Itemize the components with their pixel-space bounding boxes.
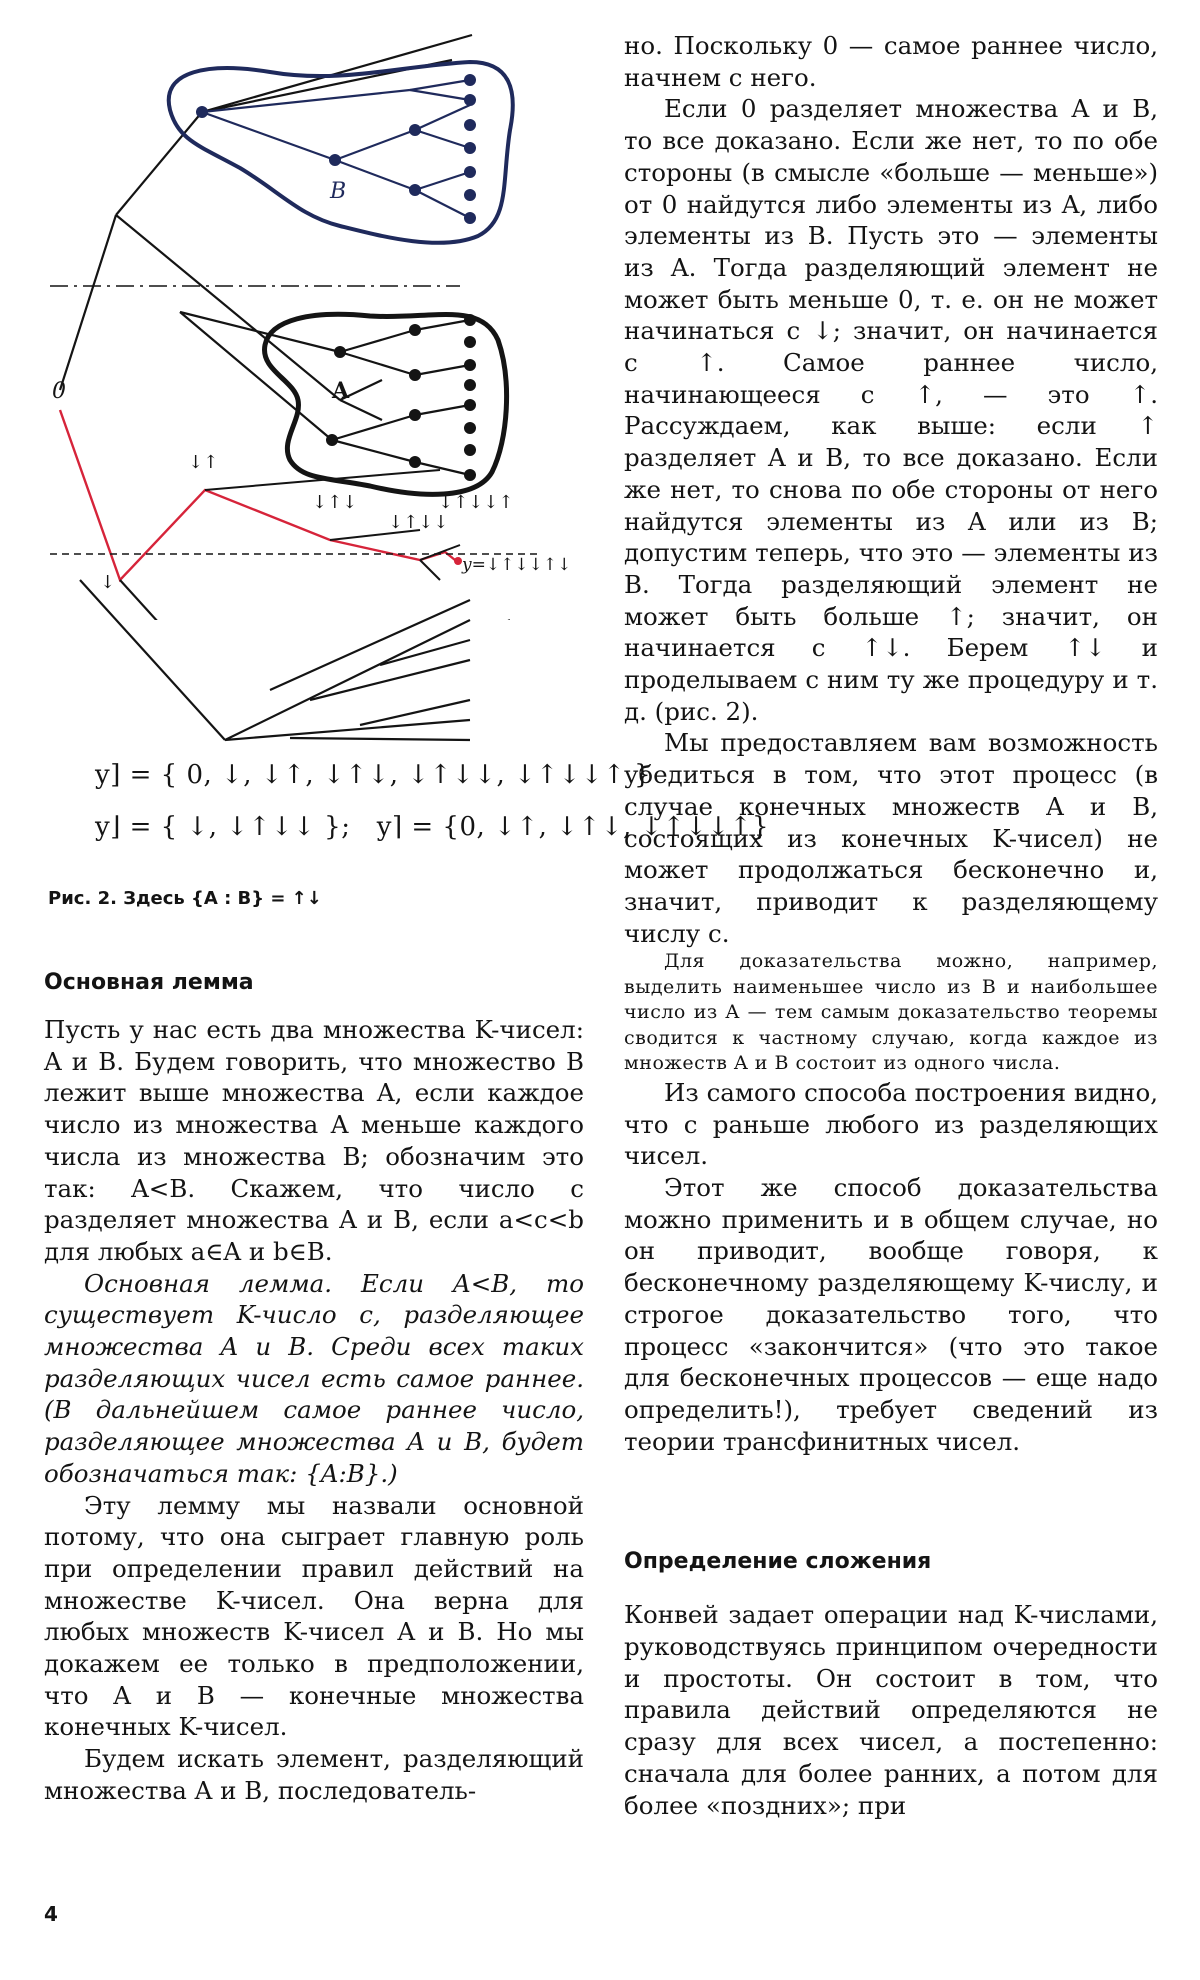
label-b: B xyxy=(330,179,347,204)
heading-main-lemma: Основная лемма xyxy=(44,970,254,995)
heading-addition: Определение сложения xyxy=(624,1549,932,1575)
para-termination: Мы предоставляем вам возможность убедиться в том, что этот процесс (в случае конечных множеств A и B, состоящих из конечных K-чисел) не может продолжаться бесконечно и, значит, приводит к разделяющему числу c. xyxy=(624,728,1158,948)
right-column xyxy=(624,30,1158,1821)
label-a: A xyxy=(332,378,350,404)
para-conway: Конвей задает операции над K-числами, руководствуясь принципом очередности и простоты. Он состоит в том, что правила действий определяются не сразу для всех чисел, а постепенно: сначала для более ранних, а потом для более «поздних»; при xyxy=(624,1600,1158,1820)
label-downup: ↓↑ xyxy=(188,452,219,473)
page-number: 4 xyxy=(44,1902,58,1926)
label-down: ↓ xyxy=(100,572,116,593)
set-b-boundary xyxy=(169,62,513,243)
left-column xyxy=(44,968,584,1807)
figure-caption: Рис. 2. Здесь {A : B} = ↑↓ xyxy=(48,888,322,909)
para-procedure: Если 0 разделяет множества A и B, то все доказано. Если же нет, то по обе стороны (в смысле «больше — меньше») от 0 найдутся либо элементы из A, либо элементы из B. Пусть это — элементы из A. Тогда разделяющий элемент не может быть меньше 0, т. е. он не может начинаться с ↓; значит, он начинается с ↑. Самое раннее число, начинающееся с ↑, — это ↑. Рассуждаем, как выше: если ↑ разделяет A и B, то все доказано. Если же нет, то снова по обе стороны от него найдутся элементы из A или из B; допустим теперь, что это — элементы из B. Тогда разделяющий элемент не может быть больше ↑; значит, он начинается с ↑↓. Берем ↑↓ и проделываем с ним ту же процедуру и т. д. (рис. 2). xyxy=(624,94,1158,726)
tree-diagram xyxy=(40,20,600,620)
formula-right-set: y⌉ = {0, ↓↑, ↓↑↓, ↓↑↓↓↑} xyxy=(376,812,769,842)
formula-left-set: y⌋ = { ↓, ↓↑↓↓ }; xyxy=(95,812,351,842)
para-search: Будем искать элемент, разделяющий множества A и B, последователь- xyxy=(44,1744,584,1805)
para-sets: Пусть у нас есть два множества K-чисел: A и B. Будем говорить, что множество B лежит выше множества A, если каждое число из множества A меньше каждого числа из множества B; обозначим это так: A<B. Скажем, что число c разделяет множества A и B, если a<c<b для любых a∈A и b∈B. xyxy=(44,1015,584,1266)
para-start-zero: но. Поскольку 0 — самое раннее число, начнем с него. xyxy=(624,31,1158,92)
formula-set-y: y] = { 0, ↓, ↓↑, ↓↑↓, ↓↑↓↓, ↓↑↓↓↑ } xyxy=(95,760,652,790)
para-general-case: Этот же способ доказательства можно применить и в общем случае, но он приводит, вообще говоря, к бесконечному разделяющему K-числу, и строгое доказательство того, что процесс «закончится» (что это такое для бесконечных процессов — еще надо определить!), требует сведений из теории трансфинитных чисел. xyxy=(624,1173,1158,1456)
para-lemma: Основная лемма. Если A<B, то существует K-число c, разделяющее множества A и B. Среди всех таких разделяющих чисел есть самое раннее. (В дальнейшем самое раннее число, разделяющее множества A и B, будет обозначаться так: {A:B}.) xyxy=(44,1268,584,1488)
label-udddu: ↓↑↓↓↑ xyxy=(438,492,514,513)
label-y: y=↓↑↓↓↑↓ xyxy=(462,555,572,575)
note-proof: Для доказательства можно, например, выделить наименьшее число из B и наибольшее число из A — тем самым доказательство теоремы сводится к частному случаю, когда каждое из множеств A и B состоит из одного числа. xyxy=(624,950,1158,1075)
lower-tree-extension xyxy=(40,560,520,760)
para-lemma-role: Эту лемму мы назвали основной потому, что она сыграет главную роль при определении правил действий на множестве K-чисел. Она верна для любых множеств K-чисел A и B. Но мы докажем ее только в предположении, что A и B — конечные множества конечных K-чисел. xyxy=(44,1490,584,1742)
para-earliest: Из самого способа построения видно, что c раньше любого из разделяющих чисел. xyxy=(624,1077,1158,1171)
set-a-branches xyxy=(180,312,470,475)
label-uddd: ↓↑↓↓ xyxy=(388,512,449,533)
label-udd: ↓↑↓ xyxy=(312,492,358,513)
label-zero: 0 xyxy=(52,379,66,404)
